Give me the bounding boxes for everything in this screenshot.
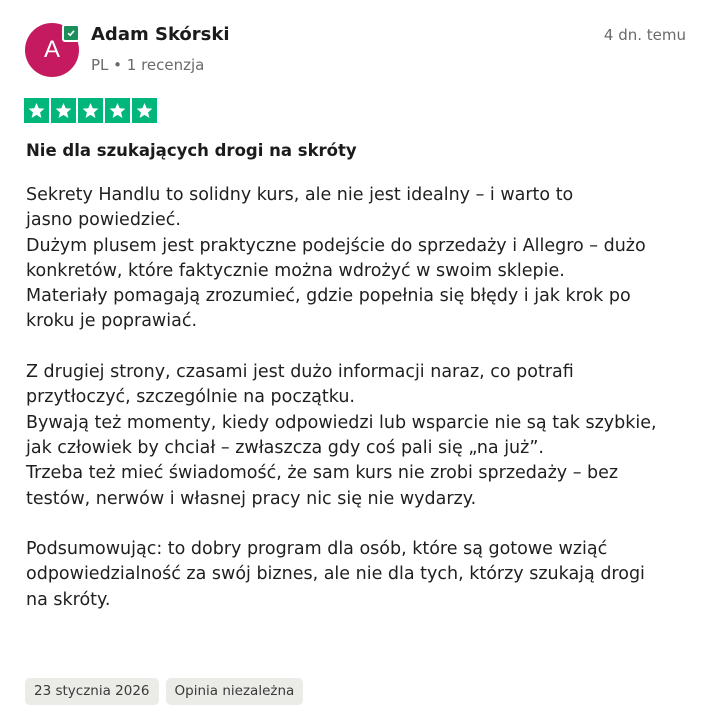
star-icon <box>51 98 76 123</box>
star-rating <box>24 98 157 123</box>
star-icon <box>105 98 130 123</box>
review-line: Materiały pomagają zrozumieć, gdzie popełnia się błędy i jak krok po <box>26 286 631 307</box>
review-line: Bywają też momenty, kiedy odpowiedzi lub wsparcie nie są tak szybkie, <box>26 412 657 433</box>
review-body <box>26 183 691 613</box>
review-line: Dużym plusem jest praktyczne podejście do sprzedaży i Allegro – dużo <box>26 235 646 256</box>
review-line: Trzeba też mieć świadomość, że sam kurs nie zrobi sprzedaży – bez <box>26 463 619 484</box>
review-line: jak człowiek by chciał – zwłaszcza gdy coś pali się „na już”. <box>26 437 544 458</box>
review-line: jasno powiedzieć. <box>26 210 181 231</box>
review-line: konkretów, które faktycznie można wdrożyć w swoim sklepie. <box>26 260 565 281</box>
review-time: 4 dn. temu <box>603 26 686 44</box>
reviewer-name[interactable]: Adam Skórski <box>91 24 230 45</box>
review-line: testów, nerwów i własnej pracy nic się nie wydarzy. <box>26 488 477 509</box>
review-line: Podsumowując: to dobry program dla osób, które są gotowe wziąć <box>26 539 608 560</box>
reviewer-meta: PL • 1 recenzja <box>91 56 205 74</box>
review-line: na skróty. <box>26 589 111 610</box>
review-type-tag[interactable]: Opinia niezależna <box>166 678 304 705</box>
avatar-initial: A <box>43 36 60 63</box>
star-icon <box>132 98 157 123</box>
star-icon <box>78 98 103 123</box>
date-tag: 23 stycznia 2026 <box>25 678 159 705</box>
verified-check-icon <box>62 24 80 42</box>
review-title[interactable]: Nie dla szukających drogi na skróty <box>26 141 357 160</box>
review-line: Sekrety Handlu to solidny kurs, ale nie jest idealny – i warto to <box>26 185 574 205</box>
review-line: Z drugiej strony, czasami jest dużo informacji naraz, co potrafi <box>26 362 574 383</box>
star-icon <box>24 98 49 123</box>
review-line: przytłoczyć, szczególnie na początku. <box>26 387 355 408</box>
review-tags <box>25 678 303 705</box>
review-line: kroku je poprawiać. <box>26 311 198 332</box>
review-line: odpowiedzialność za swój biznes, ale nie dla tych, którzy szukają drogi <box>26 564 645 585</box>
